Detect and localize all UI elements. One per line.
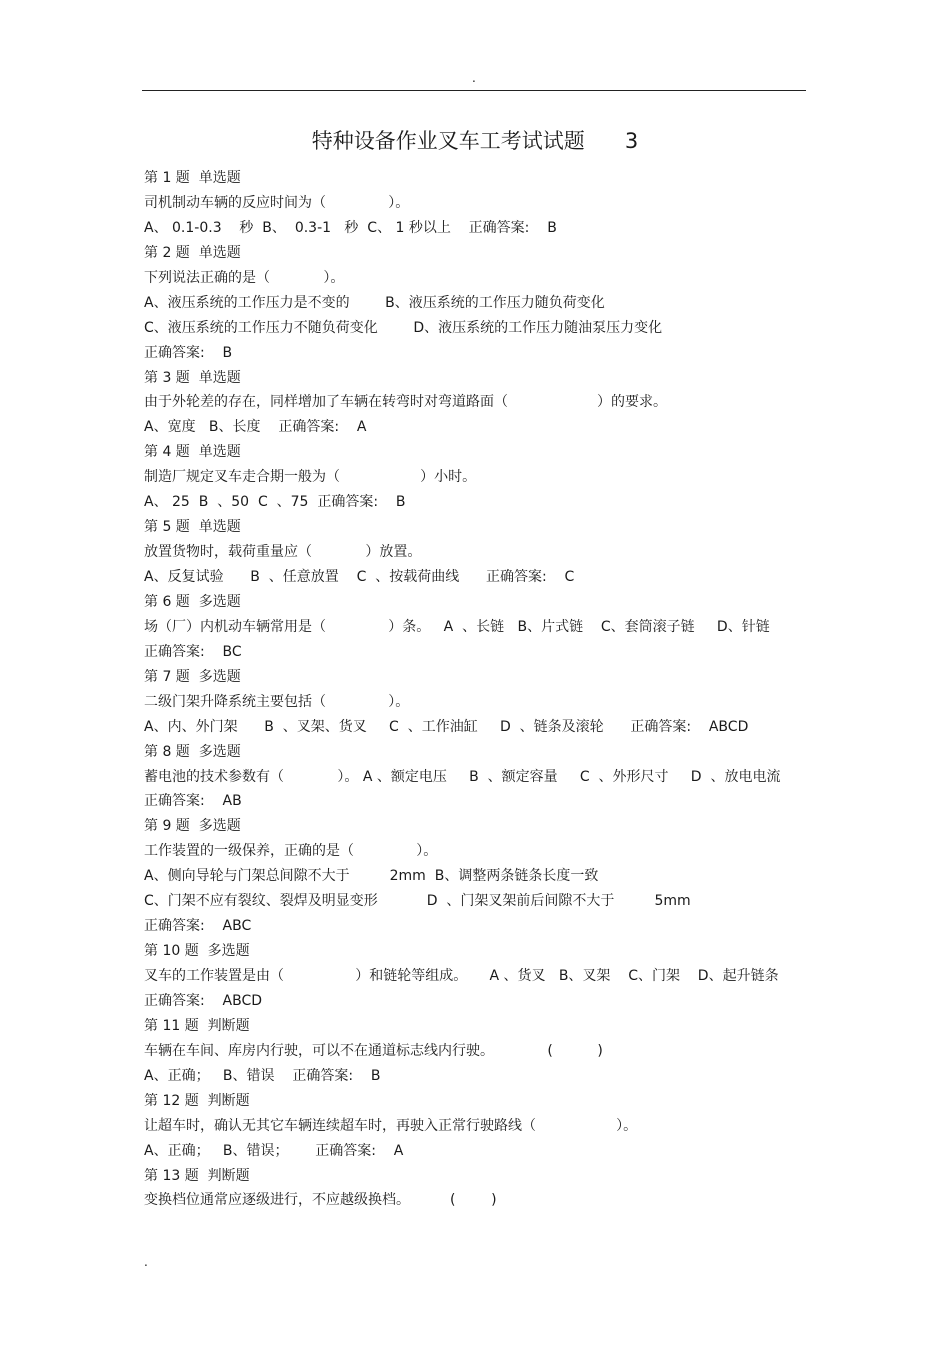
- text-line: A、正确； B、错误 正确答案: B: [144, 1067, 381, 1084]
- text-line: 让超车时，确认无其它车辆连续超车时，再驶入正常行驶路线（ ）。: [144, 1117, 638, 1134]
- text-line: 第 13 题 判断题: [144, 1167, 250, 1184]
- header-dot: .: [472, 71, 476, 85]
- footer-dot: .: [144, 1255, 148, 1269]
- header-rule: [142, 90, 806, 91]
- page-title-text: 特种设备作业叉车工考试试题: [311, 129, 585, 153]
- text-line: C、液压系统的工作压力不随负荷变化 D、液压系统的工作压力随油泵压力变化: [144, 319, 663, 336]
- text-line: 二级门架升降系统主要包括（ ）。: [144, 693, 410, 710]
- text-line: 正确答案: B: [144, 344, 233, 361]
- text-line: 第 5 题 单选题: [144, 519, 241, 536]
- text-line: 下列说法正确的是（ ）。: [144, 269, 345, 286]
- text-line: A、液压系统的工作压力是不变的 B、液压系统的工作压力随负荷变化: [144, 294, 605, 311]
- text-line: 第 3 题 单选题: [144, 369, 241, 386]
- text-line: 司机制动车辆的反应时间为（ ）。: [144, 194, 410, 211]
- text-line: C、门架不应有裂纹、裂焊及明显变形 D 、门架叉架前后间隙不大于 5mm: [144, 893, 691, 910]
- text-line: 叉车的工作装置是由（ ）和链轮等组成。 A 、货叉 B、叉架 C、门架 D、起升链条: [144, 968, 779, 984]
- text-line: A、宽度 B、长度 正确答案: A: [144, 419, 367, 436]
- text-line: 由于外轮差的存在，同样增加了车辆在转弯时对弯道路面（ ）的要求。: [144, 394, 668, 411]
- text-line: 车辆在车间、库房内行驶，可以不在通道标志线内行驶。 ( ): [144, 1042, 603, 1059]
- text-line: 正确答案: BC: [144, 643, 242, 660]
- text-line: A、内、外门架 B 、叉架、货叉 C 、工作油缸 D 、链条及滚轮 正确答案: ABCD: [144, 718, 749, 735]
- text-line: A、 25 B 、50 C 、75 正确答案: B: [144, 494, 406, 511]
- text-line: 第 11 题 判断题: [144, 1017, 250, 1034]
- text-line: A、正确； B、错误； 正确答案: A: [144, 1142, 404, 1159]
- text-line: A、 0.1-0.3 秒 B、 0.3-1 秒 C、 1 秒以上 正确答案: B: [144, 219, 557, 236]
- text-line: 场（厂）内机动车辆常用是（ ）条。 A 、长链 B、片式链 C、套筒滚子链 D、针链: [144, 618, 770, 635]
- text-line: 第 8 题 多选题: [144, 743, 241, 760]
- text-line: 第 1 题 单选题: [144, 170, 241, 186]
- text-line: 变换档位通常应逐级进行，不应越级换档。 ( ): [144, 1192, 497, 1209]
- text-line: 第 7 题 多选题: [144, 668, 241, 685]
- text-line: 正确答案: AB: [144, 793, 242, 810]
- text-line: 蓄电池的技术参数有（ ）。 A 、额定电压 B 、额定容量 C 、外形尺寸 D 、放电电流: [144, 768, 781, 785]
- question-list: [144, 166, 844, 1213]
- text-line: 制造厂规定叉车走合期一般为（ ）小时。: [144, 469, 477, 486]
- text-line: 工作装置的一级保养，正确的是（ ）。: [144, 843, 438, 860]
- text-line: 第 6 题 多选题: [144, 593, 241, 610]
- text-line: 第 9 题 多选题: [144, 818, 241, 835]
- page-title-number: 3: [624, 129, 639, 153]
- text-line: A、侧向导轮与门架总间隙不大于 2mm B、调整两条链条长度一致: [144, 868, 599, 885]
- text-line: 第 12 题 判断题: [144, 1092, 250, 1109]
- text-line: 正确答案: ABCD: [144, 992, 263, 1009]
- text-line: 第 2 题 单选题: [144, 244, 241, 261]
- text-line: 放置货物时，载荷重量应（ ）放置。: [144, 544, 422, 561]
- text-line: 第 4 题 单选题: [144, 444, 241, 461]
- text-line: 第 10 题 多选题: [144, 943, 250, 960]
- text-line: 正确答案: ABC: [144, 918, 252, 935]
- text-line: A、反复试验 B 、任意放置 C 、按载荷曲线 正确答案: C: [144, 569, 575, 585]
- page-title: [0, 126, 950, 156]
